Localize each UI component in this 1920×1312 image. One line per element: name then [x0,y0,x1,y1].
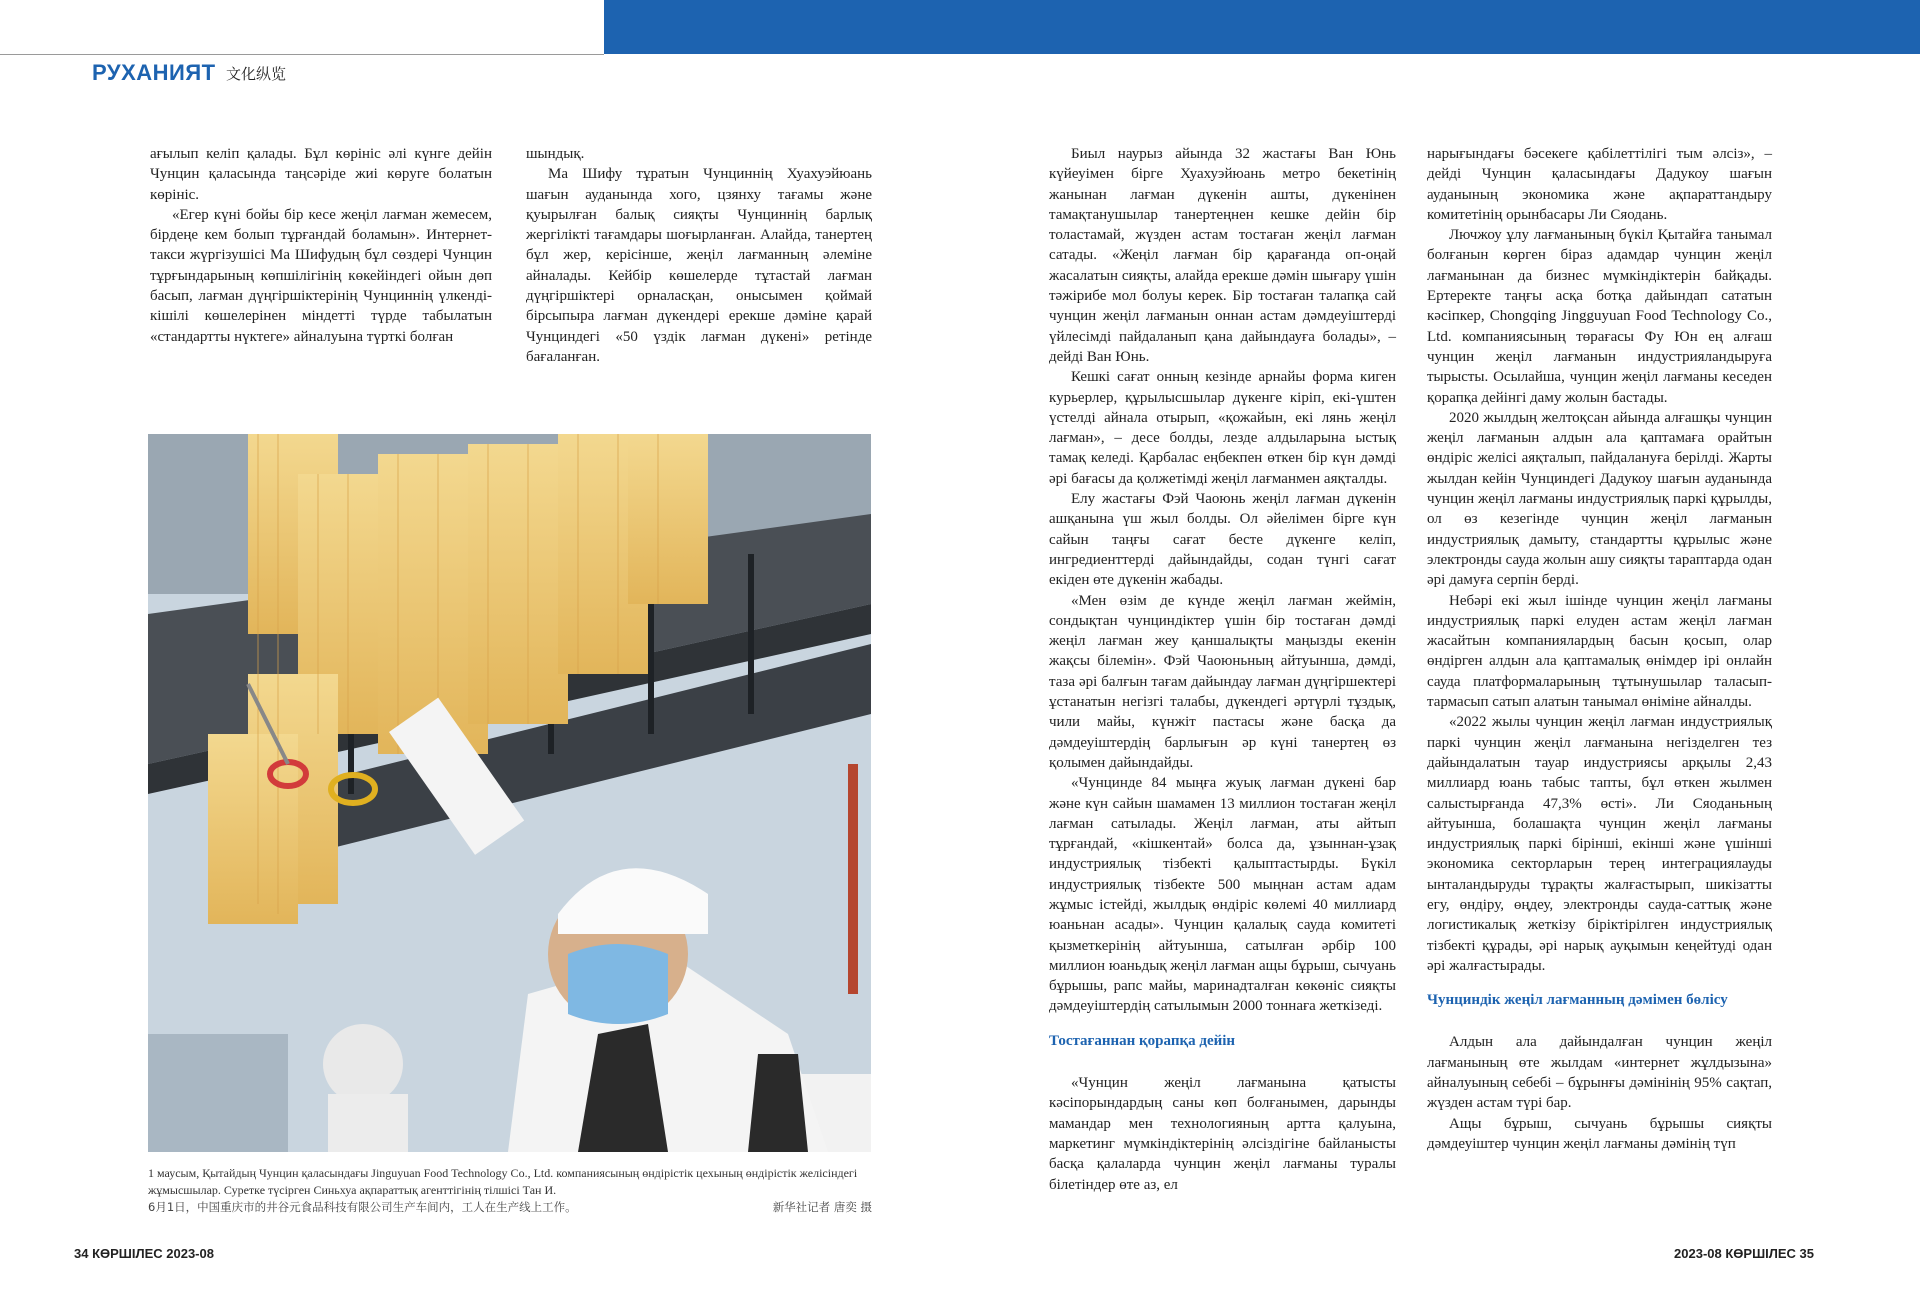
noodle-factory-photo [148,434,871,1152]
header-blue-bar [604,0,1920,54]
paragraph: Биыл наурыз айында 32 жастағы Ван Юнь күйеуімен бірге Хуахуэйюань метро бекетінің жанынан лағман дүкенін ашты, дүкенінен тамақтанушылар танертеңнен кешке дейін бір толастамай, жүзден астам тостаған жеңіл лағман сатады. «Жеңіл лағман бір қарағанда оп-оңай жасалатын сияқты, алайда ерекше дәмін шығару үшін тәжірибе мол болуы керек. Бір тостаған талапқа сай чунцин жеңіл лағманын оннан астам дәмдеуіштерді үйлесімді пайдаланып қана дайындауға болады», – дейді Ван Юнь. [1049,146,1396,365]
page-footer-left: 34 КӨРШІЛЕС 2023-08 [74,1246,214,1261]
subheading: Чунциндік жеңіл лағманның дәмімен бөлісу [1427,992,1728,1009]
section-title-chinese: 文化纵览 [226,65,287,83]
subheading: Тостағаннан қорапқа дейін [1049,1032,1236,1049]
paragraph: Ащы бұрыш, сычуань бұрышы сияқты дәмдеуіштер чунцин жеңіл лағманы дәмінің түп [1427,1115,1772,1152]
photo-credit: 新华社记者 唐奕 摄 [772,1200,872,1214]
text-column-2 [526,144,872,367]
text-column-1 [150,144,492,347]
paragraph: «Чунцин жеңіл лағманына қатысты кәсіпорындардың саны көп болғанымен, дарынды мамандар мен технологияның артта қалуына, маркетинг мүмкіндіктерінің әлсіздігіне байланысты басқа қалаларда чунцин жеңіл лағманы туралы білетіндер өте аз, ел [1049,1075,1396,1193]
paragraph: шындық. [526,146,585,162]
section-title: РУХАНИЯТ [92,60,216,85]
paragraph: «2022 жылы чунцин жеңіл лағман индустриялық паркі чунцин жеңіл лағманына негізделген тез дайындалатын тауар индустриясы арқылы 2,43 миллиард юань табыс тапты, бұл өткен жылмен салыстырғанда 47,3% өсті». Ли Сяоданьның айтуынша, болашақта чунцин жеңіл лағманы индустриялық паркі бірінші, екінші және үшінші экономика секторларын терең интеграциялауды ынталандыруды тұрақты жалғастырып, шикізатты егу, өндіру, өңдеу, электронды сауда-саттық және логистикалық жеткізу біріктірілген индустриялық тізбекті құрады, әрі нарық ауқымын кеңейтуді одан әрі жалғастырады. [1427,714,1772,974]
photo-caption-chinese-text: 6月1日，中国重庆市的井谷元食品科技有限公司生产车间内，工人在生产线上工作。 [148,1200,577,1214]
paragraph: Елу жастағы Фэй Чаоюнь жеңіл лағман дүкенін ашқанына үш жыл болды. Ол әйелімен бірге күн сайын таңғы сағат бесте дүкенге келіп, ингредиенттерді дайындайды, содан түнгі сағат екіден өте дүкенін жабады. [1049,491,1396,589]
photo-caption: 1 маусым, Қытайдың Чунцин қаласындағы Jinguyuan Food Technology Co., Ltd. компаниясының өндірістік цехының өндірістік желісіндегі жұмысшылар. Суретке түсірген Синьхуа ақпараттық агенттігінің тілшісі Тан И. [148,1166,858,1197]
photo-illustration [148,434,871,1152]
text-column-4 [1427,144,1772,1154]
header-rule [0,54,604,55]
paragraph: 2020 жылдың желтоқсан айында алғашқы чунцин жеңіл лағманын алдын ала қаптамаға орайтын өндіріс желісі аяқталып, пайдалануға берілді. Жарты жылдан кейін Чунциндегі Дадукоу шағын ауданында чунцин жеңіл лағманы индустриялық паркі құрылды, ол өз кезегінде чунцин жеңіл лағманын индустриялық дамыту, стандартты құрылыс және электронды сауда жолын ашу сияқты тараптарда одан әрі дамуға серпін берді. [1427,409,1772,589]
paragraph: Лючжоу ұлу лағманының бүкіл Қытайға танымал болғанын көрген біраз адамдар чунцин жеңіл лағманынан да бизнес мүмкіндіктерін байқады. Ертеректе таңғы асқа ботқа дайындап сататын кәсіпкер, Chongqing Jingguyuan Food Technology Co., Ltd. компаниясының төрағасы Фу Юн ең алғаш чунцин жеңіл лағманын индустрияландыруға тырысты. Осылайша, чунцин жеңіл лағманы кеседен қорапқа дейінгі даму жолын бастады. [1427,227,1772,406]
paragraph: нарығындағы бәсекеге қабілеттілігі тым әлсіз», – дейді Чунцин қаласындағы Дадукоу шағын ауданының экономика және ақпараттандыру комитетінің орынбасары Ли Сяодань. [1427,146,1772,223]
paragraph: Кешкі сағат онның кезінде арнайы форма киген курьерлер, құрылысшылар дүкенге кіріп, екі-үштен үстелді айнала отырып, «қожайын, екі лянь жеңіл лағман», – десе болды, лезде алдыларына ыстық тамақ келеді. Қарбалас еңбекпен өткен бір күн дәмді әрі бағасы да қолжетімді жеңіл лағманмен аяқталды. [1049,369,1396,487]
paragraph: Алдын ала дайындалған чунцин жеңіл лағманының өте жылдам «интернет жұлдызына» айналуының себебі – бұрынғы дәмінінің 95% сақтап, жүзден астам түрі бар. [1427,1034,1772,1112]
paragraph: «Егер күні бойы бір кесе жеңіл лағман жемесем, бірдеңе кем болып тұрғандай боламын». Интернет-такси жүргізушісі Ма Шифудың бұл сөздері Чунцин тұрғындарының көпшілігінің көкейіндегі ойын дөп басып, лағман дүңгіршіктерінің Чунциннің үлкенді-кішілі көшелерінен міндетті түрде табылатын «стандартты нүктеге» айналуына түрткі болған [150,206,492,345]
photo-caption-chinese [148,1199,872,1215]
paragraph: Ма Шифу тұратын Чунциннің Хуахуэйюань шағын ауданында хого, цзянху тағамы және қуырылған балық сияқты Чунциннің барлық жергілікті тағамдары шоғырланған. Алайда, танертең бұл жер, керісінше, жеңіл лағманның әлеміне айналады. Кейбір көшелерде тұтастай лағман дүңгіршіктері орналасқан, онысымен қоймай бірсыпыра лағман дүкендері ерекше дәміне қарай Чунциндегі «50 үздік лағман дүкені» ретінде бағаланған. [526,166,872,365]
paragraph: «Мен өзім де күнде жеңіл лағман жеймін, сондықтан чунциндіктер үшін бір тостаған дәмді жеңіл лағман жеу қаншалықты маңызды екенін жақсы білемін». Фэй Чаоюньның айтуынша, дәмді, таза әрі балғын тағам дайындау лағман дүңгіршектері ұстанатын негізгі талабы, дүкендегі әртүрлі тұздық, чили майы, күнжіт пастасы және басқа да дәмдеуіштердің барлығын әр күні танертең өз қолымен дайындайды. [1049,592,1396,771]
paragraph: Небәрі екі жыл ішінде чунцин жеңіл лағманы индустриялық паркі елуден астам жеңіл лағман жасайтын компаниялардың басын қосып, олар өндірген алдын ала қаптамалық өнімдер ірі онлайн сауда платформаларының тұтынушылар таласып-тармасып сатып алатын танымал өніміне айналды. [1427,592,1772,711]
page-footer-right: 2023-08 КӨРШІЛЕС 35 [1674,1246,1814,1261]
paragraph: ағылып келіп қалады. Бұл көрініс әлі күнге дейін Чунцин қаласында таңсәріде жиі көруге болатын көрініс. [150,146,492,203]
paragraph: «Чунцинде 84 мыңға жуық лағман дүкені бар және күн сайын шамамен 13 миллион тостаған жеңіл лағман сатылады. Жеңіл лағман, аты айтып тұрғандай, «кішкентай» болса да, ұзыннан-ұзақ индустриялық тізбекті қалыптастырды. Бүкіл индустриялық тізбекте 500 мыңнан астам адам жұмыс істейді, жылдық өндіріс көлемі 40 миллиард юаньнан асады». Чунцин қалалық сауда комитеті қызметкерінің айтуынша, сатылған әрбір 100 миллион юаньдық жеңіл лағман ащы бұрыш, сычуань бұрышы, рапс майы, маринадталған көкөніс сияқты дәмдеуіштердің сатылымын 2000 тоннаға жеткізеді. [1049,775,1396,1015]
text-column-3 [1049,144,1396,1195]
